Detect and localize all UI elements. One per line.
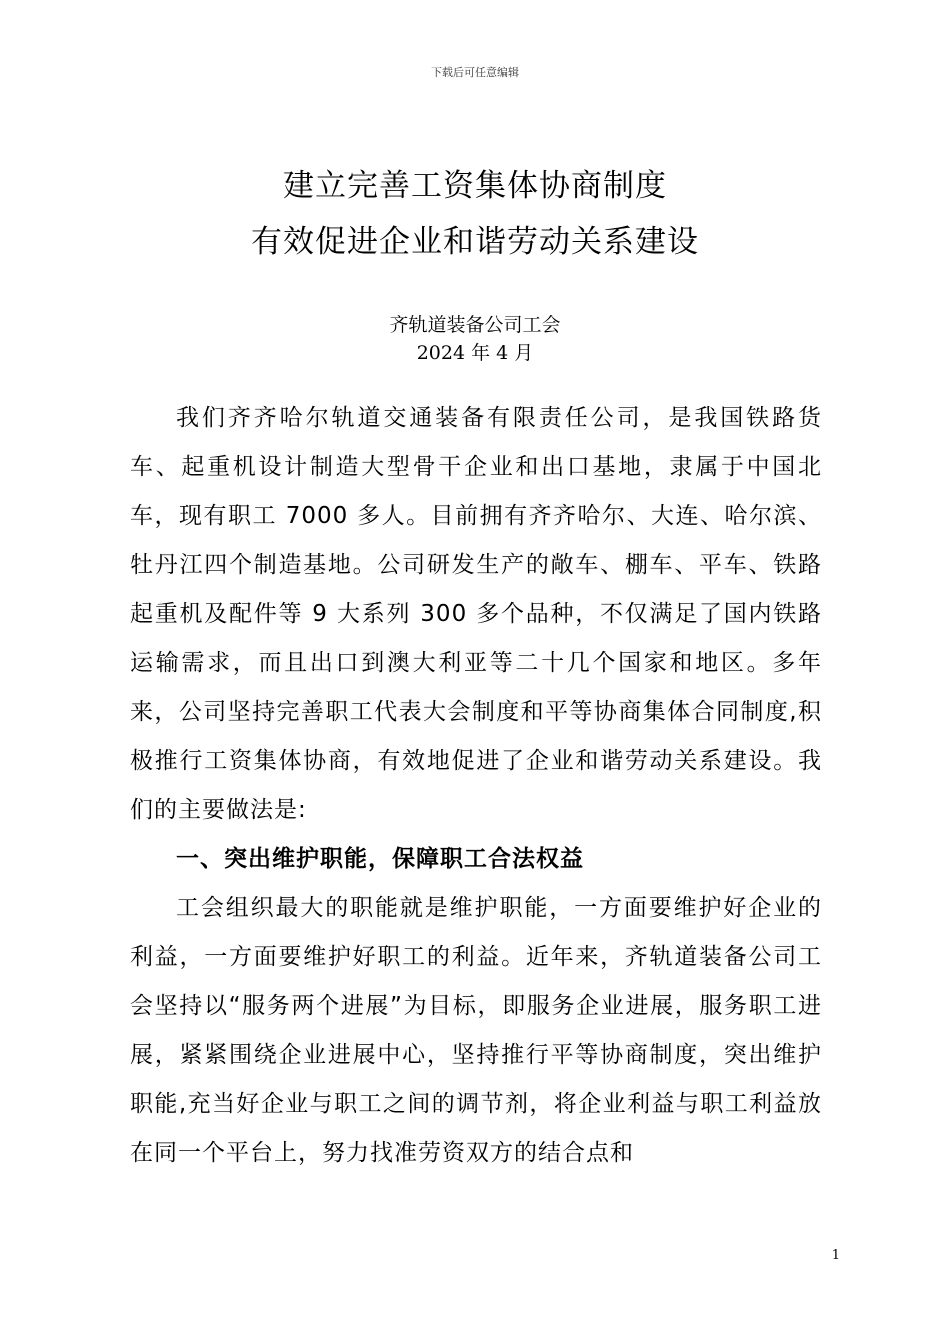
section-paragraph: 工会组织最大的职能就是维护职能，一方面要维护好企业的利益，一方面要维护好职工的利益。近年来，齐轨道装备公司工会坚持以“服务两个进展”为目标，即服务企业进展，服务职工进展，紧紧围绕企业进展中心，坚持推行平等协商制度，突出维护职能,充当好企业与职工之间的调节剂，将企业利益与职工利益放在同一个平台上，努力找准劳资双方的结合点和 xyxy=(130,895,822,1166)
author-organization: 齐轨道装备公司工会 xyxy=(389,314,561,336)
document-title-line-1: 建立完善工资集体协商制度 xyxy=(283,168,667,204)
intro-paragraph: 我们齐齐哈尔轨道交通装备有限责任公司，是我国铁路货车、起重机设计制造大型骨干企业和出口基地，隶属于中国北车，现有职工 7000 多人。目前拥有齐齐哈尔、大连、哈尔滨、牡丹江四个制造基地。公司研发生产的敞车、棚车、平车、铁路起重机及配件等 9 大系列 300 多个品种，不仅满足了国内铁路运输需求，而且出口到澳大利亚等二十几个国家和地区。多年来，公司坚持完善职工代表大会制度和平等协商集体合同制度,积极推行工资集体协商，有效地促进了企业和谐劳动关系建设。我们的主要做法是: xyxy=(130,405,822,823)
document-title-line-2: 有效促进企业和谐劳动关系建设 xyxy=(251,224,699,260)
document-body xyxy=(130,394,822,1178)
header-note: 下载后可任意编辑 xyxy=(431,66,519,79)
section-heading: 一、突出维护职能，保障职工合法权益 xyxy=(176,846,584,872)
page-number: 1 xyxy=(831,1248,840,1263)
document-date: 2024 年 4 月 xyxy=(416,342,534,364)
